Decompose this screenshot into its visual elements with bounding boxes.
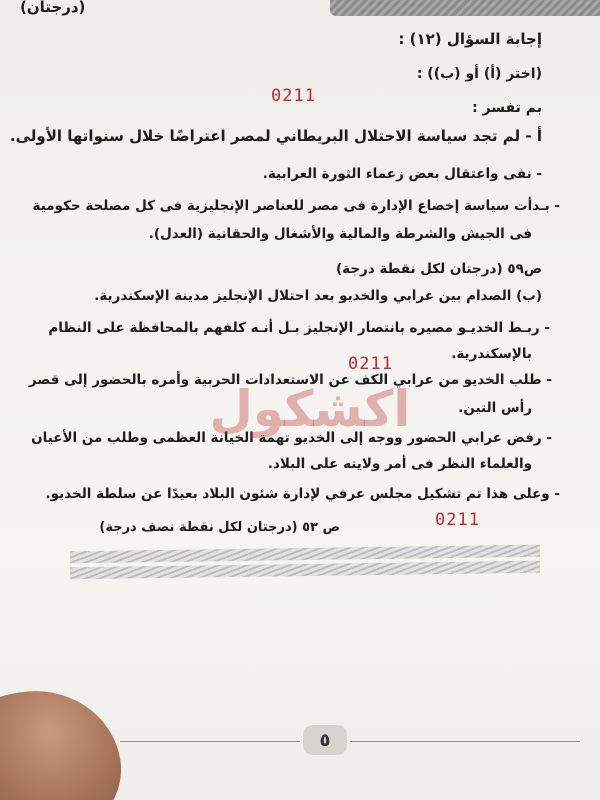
watermark-logo: اكشكول [209,380,411,438]
answer-b-point: بالإسكندرية. [451,346,532,362]
answer-b-point: رأس التين. [458,400,532,416]
stamp-code: 0211 [435,510,480,530]
answer-b-point: - وعلى هذا تم تشكيل مجلس عرفي لإدارة شئون البلاد بعيدًا عن سلطة الخديو. [45,486,560,502]
top-marks-label: (درجتان) [20,0,86,16]
footer-rule [350,741,580,742]
answer-a-point: - بـدأت سياسة إخضاع الإدارة فى مصر للعناصر الإنجليزية فى كل مصلحة حكومية [32,198,560,214]
question-title: إجابة السؤال (١٢) : [398,30,542,48]
answer-a-point: فى الجيش والشرطة والمالية والأشغال والحقانية (العدل). [148,226,532,242]
choose-instruction: (اختر (أ) أو (ب)) : [416,66,542,82]
answer-b-point: - ربـط الخديـو مصيره بانتصار الإنجليز بـل أنـه كلفهم بالمحافظة على النظام [48,320,550,336]
thumb-photo-artifact [0,677,132,800]
answer-b-point: والعلماء النظر فى أمر ولايته على البلاد. [267,456,532,472]
answer-a-heading: أ - لم تجد سياسة الاحتلال البريطاني لمصر اعتراضًا خلال سنواتها الأولى. [9,127,542,145]
explain-label: بم تفسر : [472,100,542,116]
answer-b-point: - رفض عرابي الحضور ووجه إلى الخديو تهمة الخيانة العظمى وطلب من الأعيان [31,430,552,446]
answer-a-point: - نفى واعتقال بعض زعماء الثورة العرابية. [262,166,542,182]
section-divider [70,545,540,564]
stamp-code: 0211 [348,354,393,374]
answer-a-page-ref: ص٥٩ (درجتان لكل نقطة درجة) [335,261,542,277]
answer-b-page-ref: ص ٥٣ (درجتان لكل نقطة نصف درجة) [99,520,340,535]
answer-b-heading: (ب) الصدام بين عرابي والخديو بعد احتلال الإنجليز مدينة الإسكندرية. [94,288,542,304]
section-divider [70,561,540,580]
footer-rule [120,741,300,742]
answer-b-point: - طلب الخديو من عرابي الكف عن الاستعدادات الحربية وأمره بالحضور إلى قصر [28,372,552,388]
header-banner [330,0,600,16]
page-number: ٥ [303,725,347,755]
stamp-code: 0211 [271,86,316,106]
